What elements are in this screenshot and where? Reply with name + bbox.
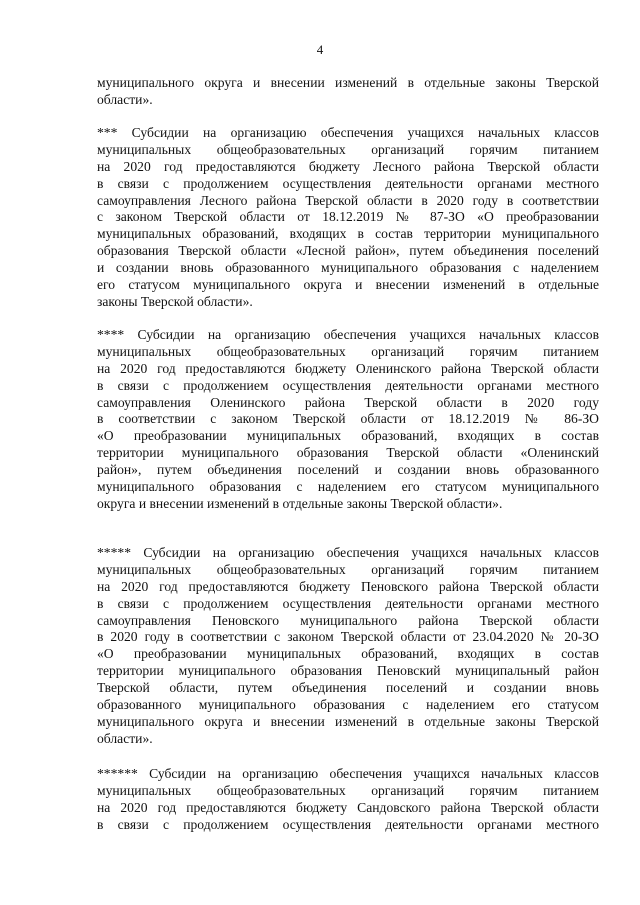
page-number: 4 bbox=[316, 42, 324, 57]
footnote-paragraph-6-asterisks bbox=[97, 766, 599, 834]
footnote-paragraph-5-asterisks bbox=[97, 545, 599, 748]
text-line: «О преобразовании муниципальных образований, входящих в состав bbox=[97, 646, 599, 662]
text-line: муниципального округа и внесении изменений в отдельные законы Тверской bbox=[97, 75, 599, 90]
footnote-paragraph-4-asterisks bbox=[97, 327, 599, 513]
text-line: области». bbox=[97, 91, 153, 107]
text-line: в связи с продолжением осуществления деятельности органами местного bbox=[97, 377, 599, 393]
text-line: муниципальных общеобразовательных организаций горячим питанием bbox=[97, 782, 599, 798]
text-line: муниципального образования с наделением его статусом муниципального bbox=[97, 479, 599, 495]
text-line: области». bbox=[97, 730, 153, 746]
text-line: самоуправления Оленинского района Тверской области в 2020 году bbox=[97, 394, 599, 410]
text-line: в связи с продолжением осуществления деятельности органами местного bbox=[97, 175, 599, 191]
text-line: ****** Субсидии на организацию обеспечения учащихся начальных классов bbox=[97, 766, 599, 781]
text-line: с законом Тверской области от 18.12.2019 № 87-ЗО «О преобразовании bbox=[97, 209, 599, 225]
text-line: округа и внесении изменений в отдельные законы Тверской области». bbox=[97, 495, 503, 511]
text-line: муниципальных общеобразовательных организаций горячим питанием bbox=[97, 141, 599, 157]
text-line: муниципальных образований, входящих в состав территории муниципального bbox=[97, 226, 599, 242]
text-line: муниципальных общеобразовательных организаций горячим питанием bbox=[97, 343, 599, 359]
text-line: в связи с продолжением осуществления деятельности органами местного bbox=[97, 816, 599, 832]
text-line: в связи с продолжением осуществления деятельности органами местного bbox=[97, 595, 599, 611]
text-line: в соответствии с законом Тверской области от 18.12.2019 № 86-ЗО bbox=[97, 411, 599, 427]
text-line: законы Тверской области». bbox=[97, 293, 253, 309]
text-line: муниципального округа и внесении изменений в отдельные законы Тверской bbox=[97, 713, 599, 729]
text-line: район», путем объединения поселений и создании вновь образованного bbox=[97, 462, 599, 478]
text-line: самоуправления Лесного района Тверской области в 2020 году в соответствии bbox=[97, 192, 599, 208]
text-line: и создании вновь образованного муниципального образования с наделением bbox=[97, 260, 599, 276]
text-line: на 2020 год предоставляются бюджету Сандовского района Тверской области bbox=[97, 799, 599, 815]
text-line: на 2020 год предоставляются бюджету Пеновского района Тверской области bbox=[97, 578, 599, 594]
text-line: образования Тверской области «Лесной район», путем объединения поселений bbox=[97, 243, 599, 259]
text-line: образованного муниципального образования с наделением его статусом bbox=[97, 697, 599, 713]
text-line: ***** Субсидии на организацию обеспечения учащихся начальных классов bbox=[97, 545, 599, 560]
text-line: самоуправления Пеновского муниципального района Тверской области bbox=[97, 612, 599, 628]
text-line: **** Субсидии на организацию обеспечения учащихся начальных классов bbox=[97, 327, 599, 342]
text-line: Тверской области, путем объединения поселений и создании вновь bbox=[97, 680, 599, 696]
text-line: в 2020 году в соответствии с законом Тверской области от 23.04.2020 № 20-ЗО bbox=[97, 629, 599, 645]
text-line: территории муниципального образования Тверской области «Оленинский bbox=[97, 445, 599, 461]
footnote-paragraph-3-asterisks bbox=[97, 125, 599, 311]
text-line: на 2020 год предоставляются бюджету Лесного района Тверской области bbox=[97, 158, 599, 174]
text-line: *** Субсидии на организацию обеспечения учащихся начальных классов bbox=[97, 125, 599, 140]
text-line: на 2020 год предоставляются бюджету Оленинского района Тверской области bbox=[97, 360, 599, 376]
text-line: его статусом муниципального округа и внесении изменений в отдельные bbox=[97, 277, 599, 293]
text-line: муниципальных общеобразовательных организаций горячим питанием bbox=[97, 561, 599, 577]
paragraph-continuation bbox=[97, 75, 599, 109]
text-line: территории муниципального образования Пеновский муниципальный район bbox=[97, 663, 599, 679]
text-line: «О преобразовании муниципальных образований, входящих в состав bbox=[97, 428, 599, 444]
